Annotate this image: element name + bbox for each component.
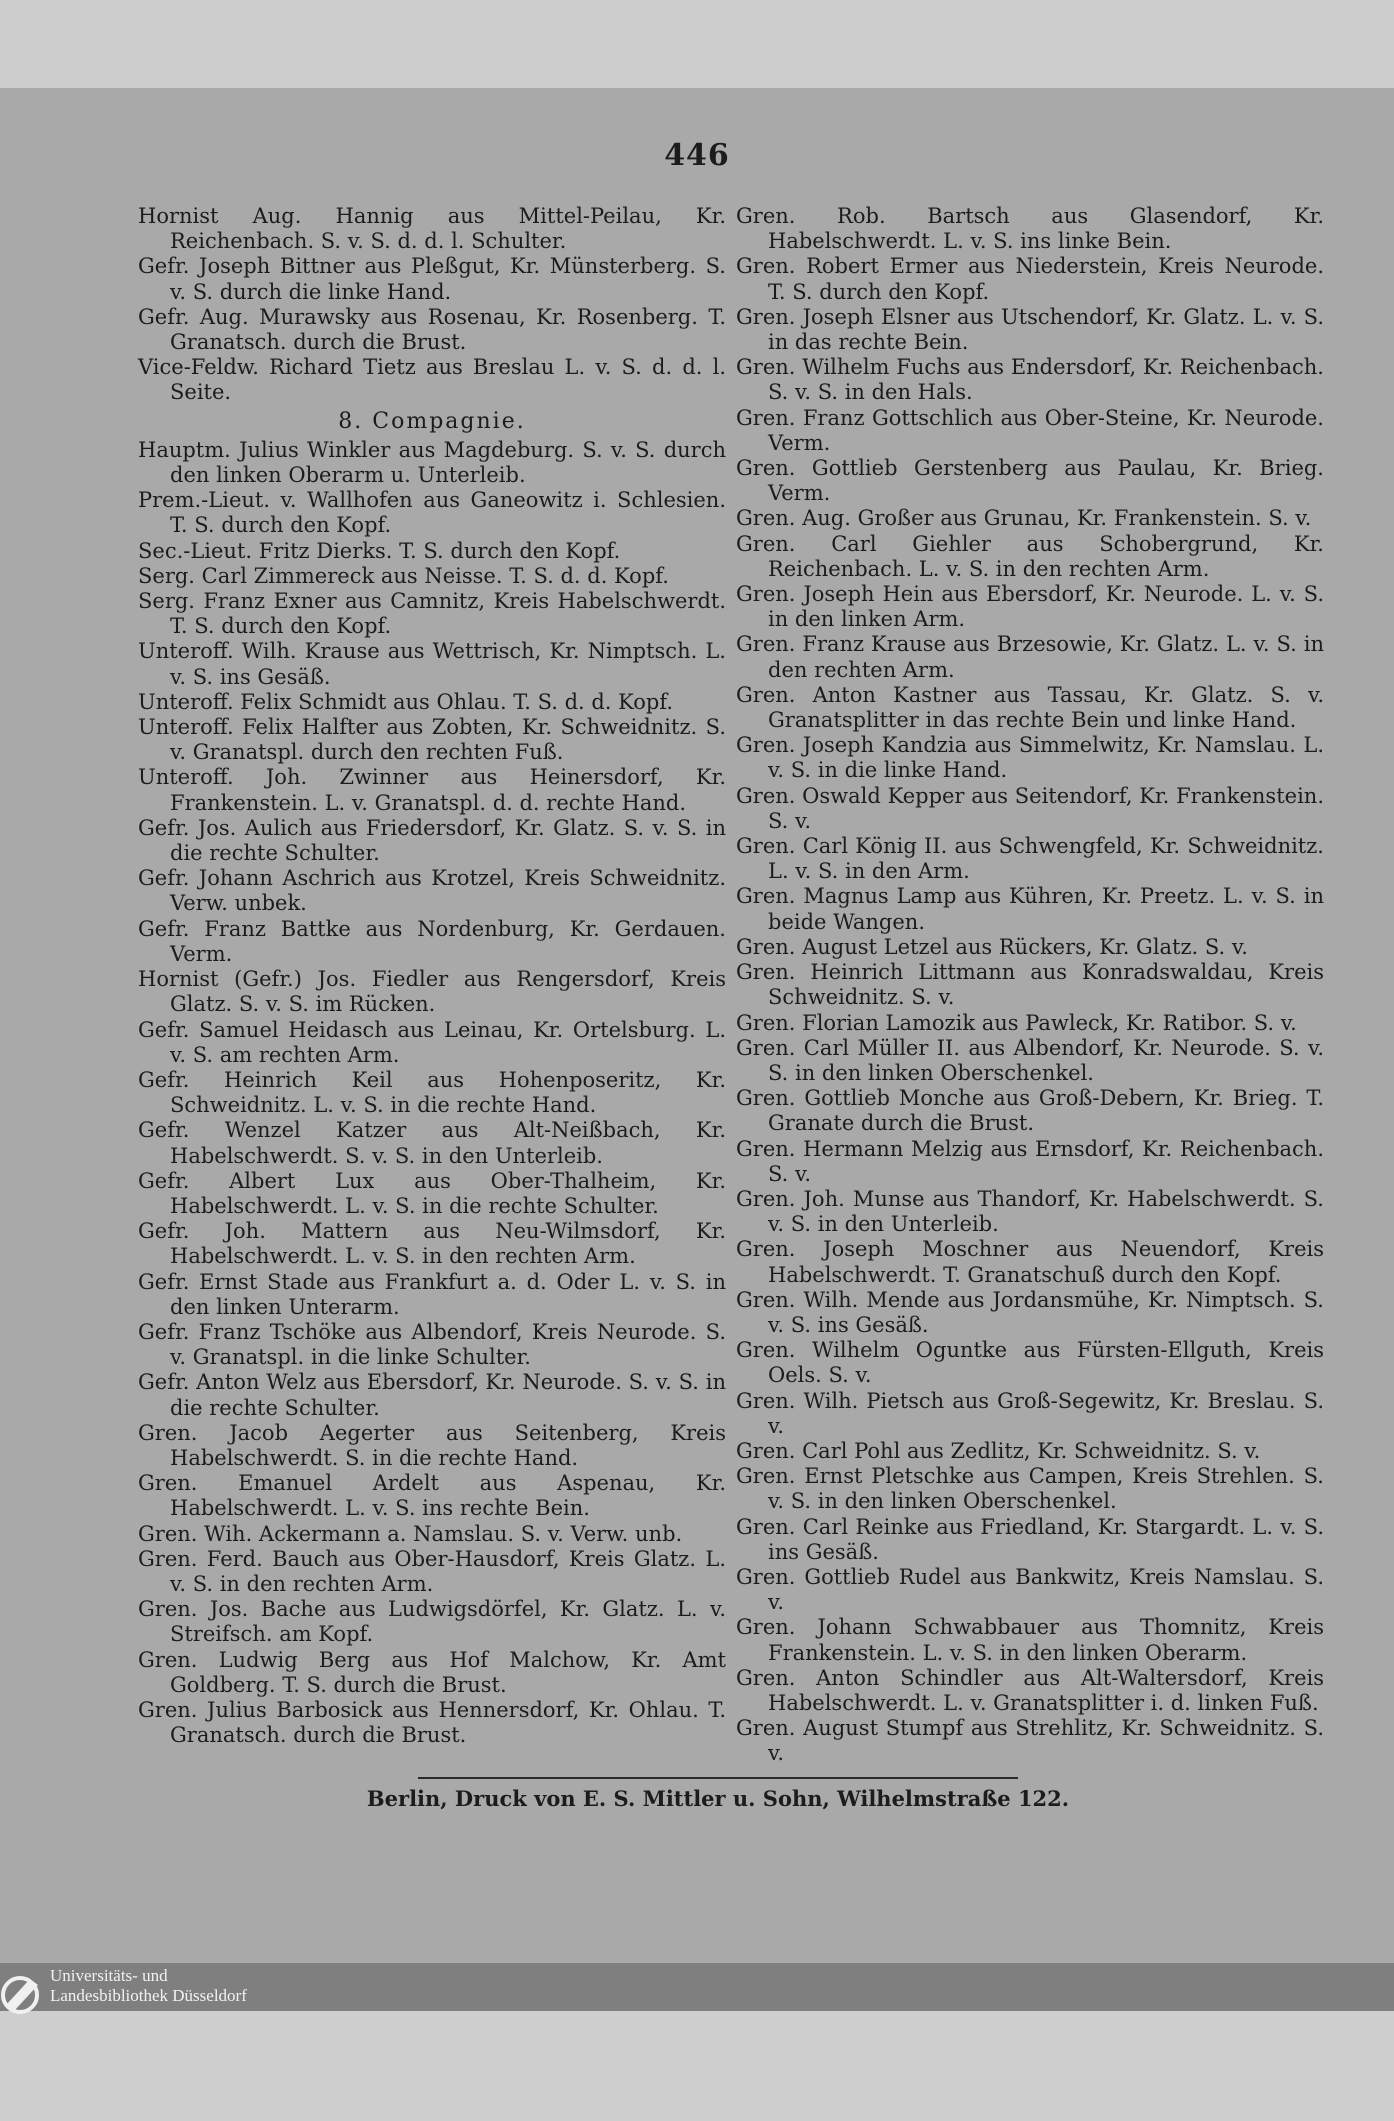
casualty-entry: Gefr. Aug. Murawsky aus Rosenau, Kr. Rosenberg. T. Granatsch. durch die Brust. (138, 304, 726, 355)
casualty-entry: Vice-Feldw. Richard Tietz aus Breslau L. v. S. d. d. l. Seite. (138, 355, 726, 405)
casualty-entry: Gren. August Letzel aus Rückers, Kr. Glatz. S. v. (736, 934, 1248, 959)
library-name (50, 1966, 247, 2006)
casualty-entry: Unteroff. Felix Halfter aus Zobten, Kr. Schweidnitz. S. v. Granatspl. durch den rechten Fuß. (138, 715, 726, 765)
casualty-entry: Gren. Anton Kastner aus Tassau, Kr. Glatz. S. v. Granatsplitter in das rechte Bein und linke Hand. (736, 682, 1324, 733)
casualty-entry: Gefr. Joh. Mattern aus Neu-Wilmsdorf, Kr. Habelschwerdt. L. v. S. in den rechten Arm. (138, 1219, 726, 1269)
casualty-entry: Gefr. Anton Welz aus Ebersdorf, Kr. Neurode. S. v. S. in die rechte Schulter. (138, 1370, 726, 1420)
casualty-entry: Serg. Carl Zimmereck aus Neisse. T. S. d. d. Kopf. (138, 563, 669, 588)
casualty-entry: Hauptm. Julius Winkler aus Magdeburg. S. v. S. durch den linken Oberarm u. Unterleib. (138, 437, 726, 488)
library-logo-icon (0, 1971, 44, 2015)
casualty-entry: Gren. Ernst Pletschke aus Campen, Kreis Strehlen. S. v. S. in den linken Oberschenkel. (736, 1464, 1324, 1514)
casualty-entry: Gren. Robert Ermer aus Niederstein, Kreis Neurode. T. S. durch den Kopf. (736, 254, 1324, 304)
casualty-entry: Gren. Carl Reinke aus Friedland, Kr. Stargardt. L. v. S. ins Gesäß. (736, 1514, 1324, 1564)
casualty-entry: Prem.-Lieut. v. Wallhofen aus Ganeowitz i. Schlesien. T. S. durch den Kopf. (138, 488, 726, 538)
left-column (138, 204, 726, 1748)
casualty-entry: Gren. Wih. Ackermann a. Namslau. S. v. Verw. unb. (138, 1521, 683, 1546)
casualty-entry: Gren. Ferd. Bauch aus Ober-Hausdorf, Kreis Glatz. L. v. S. in den rechten Arm. (138, 1546, 726, 1596)
casualty-entry: Gren. Carl Giehler aus Schobergrund, Kr. Reichenbach. L. v. S. in den rechten Arm. (736, 531, 1324, 581)
imprint-rule (418, 1777, 1018, 1779)
casualty-entry: Gren. August Stumpf aus Strehlitz, Kr. Schweidnitz. S. v. (736, 1716, 1324, 1766)
casualty-entry: Gren. Rob. Bartsch aus Glasendorf, Kr. Habelschwerdt. L. v. S. ins linke Bein. (736, 204, 1324, 254)
casualty-entry: Serg. Franz Exner aus Camnitz, Kreis Habelschwerdt. T. S. durch den Kopf. (138, 589, 726, 639)
casualty-entry: Gren. Julius Barbosick aus Hennersdorf, Kr. Ohlau. T. Granatsch. durch die Brust. (138, 1697, 726, 1748)
casualty-entry: Unteroff. Felix Schmidt aus Ohlau. T. S. d. d. Kopf. (138, 689, 674, 714)
casualty-entry: Gren. Jacob Aegerter aus Seitenberg, Kreis Habelschwerdt. S. in die rechte Hand. (138, 1420, 726, 1470)
casualty-entry: Gren. Ludwig Berg aus Hof Malchow, Kr. Amt Goldberg. T. S. durch die Brust. (138, 1647, 726, 1697)
casualty-entry: Gren. Carl Müller II. aus Albendorf, Kr. Neurode. S. v. S. in den linken Oberschenkel. (736, 1035, 1324, 1085)
casualty-entry: Gefr. Franz Tschöke aus Albendorf, Kreis Neurode. S. v. Granatspl. in die linke Schulter. (138, 1319, 726, 1370)
library-name-line-2: Landesbibliothek Düsseldorf (50, 1986, 247, 2005)
casualty-entry: Gefr. Samuel Heidasch aus Leinau, Kr. Ortelsburg. L. v. S. am rechten Arm. (138, 1017, 726, 1067)
casualty-entry: Gefr. Wenzel Katzer aus Alt-Neißbach, Kr. Habelschwerdt. S. v. S. in den Unterleib. (138, 1118, 726, 1168)
casualty-entry: Gren. Jos. Bache aus Ludwigsdörfel, Kr. Glatz. L. v. Streifsch. am Kopf. (138, 1597, 726, 1647)
right-column (736, 204, 1324, 1767)
casualty-entry: Sec.-Lieut. Fritz Dierks. T. S. durch den Kopf. (138, 538, 621, 563)
casualty-entry: Unteroff. Wilh. Krause aus Wettrisch, Kr. Nimptsch. L. v. S. ins Gesäß. (138, 639, 726, 689)
casualty-entry: Gren. Wilh. Pietsch aus Groß-Segewitz, Kr. Breslau. S. v. (736, 1388, 1324, 1438)
casualty-entry: Gefr. Franz Battke aus Nordenburg, Kr. Gerdauen. Verm. (138, 916, 726, 966)
casualty-entry: Gren. Franz Gottschlich aus Ober-Steine, Kr. Neurode. Verm. (736, 405, 1324, 455)
casualty-entry: Gefr. Heinrich Keil aus Hohenposeritz, Kr. Schweidnitz. L. v. S. in die rechte Hand. (138, 1067, 726, 1118)
library-banner[interactable] (0, 1963, 1394, 2011)
casualty-entry: Gefr. Johann Aschrich aus Krotzel, Kreis Schweidnitz. Verw. unbek. (138, 866, 726, 916)
viewer-top-margin (0, 0, 1394, 88)
casualty-entry: Gren. Gottlieb Monche aus Groß-Debern, Kr. Brieg. T. Granate durch die Brust. (736, 1086, 1324, 1136)
casualty-entry: Gren. Oswald Kepper aus Seitendorf, Kr. Frankenstein. S. v. (736, 783, 1324, 833)
casualty-entry: Gren. Carl König II. aus Schwengfeld, Kr. Schweidnitz. L. v. S. in den Arm. (736, 834, 1324, 884)
casualty-entry: Gren. Emanuel Ardelt aus Aspenau, Kr. Habelschwerdt. L. v. S. ins rechte Bein. (138, 1471, 726, 1521)
casualty-entry: Gefr. Albert Lux aus Ober-Thalheim, Kr. Habelschwerdt. L. v. S. in die rechte Schulter. (138, 1168, 726, 1218)
casualty-entry: Gren. Magnus Lamp aus Kühren, Kr. Preetz. L. v. S. in beide Wangen. (736, 884, 1324, 934)
library-name-line-1: Universitäts- und (50, 1966, 168, 1985)
casualty-entry: Gren. Joseph Elsner aus Utschendorf, Kr. Glatz. L. v. S. in das rechte Bein. (736, 304, 1324, 355)
casualty-entry: Hornist Aug. Hannig aus Mittel-Peilau, Kr. Reichenbach. S. v. S. d. d. l. Schulter. (138, 204, 726, 254)
viewer-footer (0, 1963, 1394, 2121)
casualty-entry: Gren. Joh. Munse aus Thandorf, Kr. Habelschwerdt. S. v. S. in den Unterleib. (736, 1186, 1324, 1237)
casualty-entry: Gren. Wilh. Mende aus Jordansmühe, Kr. Nimptsch. S. v. S. ins Gesäß. (736, 1287, 1324, 1337)
casualty-entry: Gren. Joseph Moschner aus Neuendorf, Kreis Habelschwerdt. T. Granatschuß durch den Kopf. (736, 1237, 1324, 1287)
casualty-entry: Gren. Franz Krause aus Brzesowie, Kr. Glatz. L. v. S. in den rechten Arm. (736, 632, 1324, 682)
casualty-entry: Gren. Joseph Hein aus Ebersdorf, Kr. Neurode. L. v. S. in den linken Arm. (736, 582, 1324, 632)
printer-imprint: Berlin, Druck von E. S. Mittler u. Sohn, Wilhelmstraße 122. (366, 1786, 1070, 1811)
casualty-entry: Gren. Carl Pohl aus Zedlitz, Kr. Schweidnitz. S. v. (736, 1438, 1261, 1463)
casualty-entry: Gren. Joseph Kandzia aus Simmelwitz, Kr. Namslau. L. v. S. in die linke Hand. (736, 733, 1324, 783)
casualty-entry: Gren. Wilhelm Oguntke aus Fürsten-Ellguth, Kreis Oels. S. v. (736, 1338, 1324, 1388)
casualty-entry: Gefr. Jos. Aulich aus Friedersdorf, Kr. Glatz. S. v. S. in die rechte Schulter. (138, 815, 726, 866)
casualty-entry: Gren. Wilhelm Fuchs aus Endersdorf, Kr. Reichenbach. S. v. S. in den Hals. (736, 355, 1324, 405)
casualty-entry: Gren. Johann Schwabbauer aus Thomnitz, Kreis Frankenstein. L. v. S. in den linken Oberarm. (736, 1615, 1324, 1665)
casualty-entry: Gren. Gottlieb Rudel aus Bankwitz, Kreis Namslau. S. v. (736, 1564, 1324, 1615)
casualty-entry: Gren. Heinrich Littmann aus Konradswaldau, Kreis Schweidnitz. S. v. (736, 960, 1324, 1010)
casualty-entry: Unteroff. Joh. Zwinner aus Heinersdorf, Kr. Frankenstein. L. v. Granatspl. d. d. rechte Hand. (138, 765, 726, 815)
casualty-entry: Gren. Anton Schindler aus Alt-Waltersdorf, Kreis Habelschwerdt. L. v. Granatsplitter i. d. linken Fuß. (736, 1665, 1324, 1715)
page-number: 446 (664, 138, 730, 173)
casualty-entry: Gren. Florian Lamozik aus Pawleck, Kr. Ratibor. S. v. (736, 1010, 1297, 1035)
casualty-entry: Gren. Hermann Melzig aus Ernsdorf, Kr. Reichenbach. S. v. (736, 1136, 1324, 1186)
casualty-entry: Gren. Aug. Großer aus Grunau, Kr. Frankenstein. S. v. (736, 506, 1312, 531)
casualty-entry: Hornist (Gefr.) Jos. Fiedler aus Rengersdorf, Kreis Glatz. S. v. S. im Rücken. (138, 967, 726, 1017)
section-heading: 8. Compagnie. (338, 408, 526, 434)
casualty-entry: Gefr. Ernst Stade aus Frankfurt a. d. Oder L. v. S. in den linken Unterarm. (138, 1269, 726, 1319)
casualty-entry: Gren. Gottlieb Gerstenberg aus Paulau, Kr. Brieg. Verm. (736, 456, 1324, 506)
casualty-entry: Gefr. Joseph Bittner aus Pleßgut, Kr. Münsterberg. S. v. S. durch die linke Hand. (138, 254, 726, 304)
